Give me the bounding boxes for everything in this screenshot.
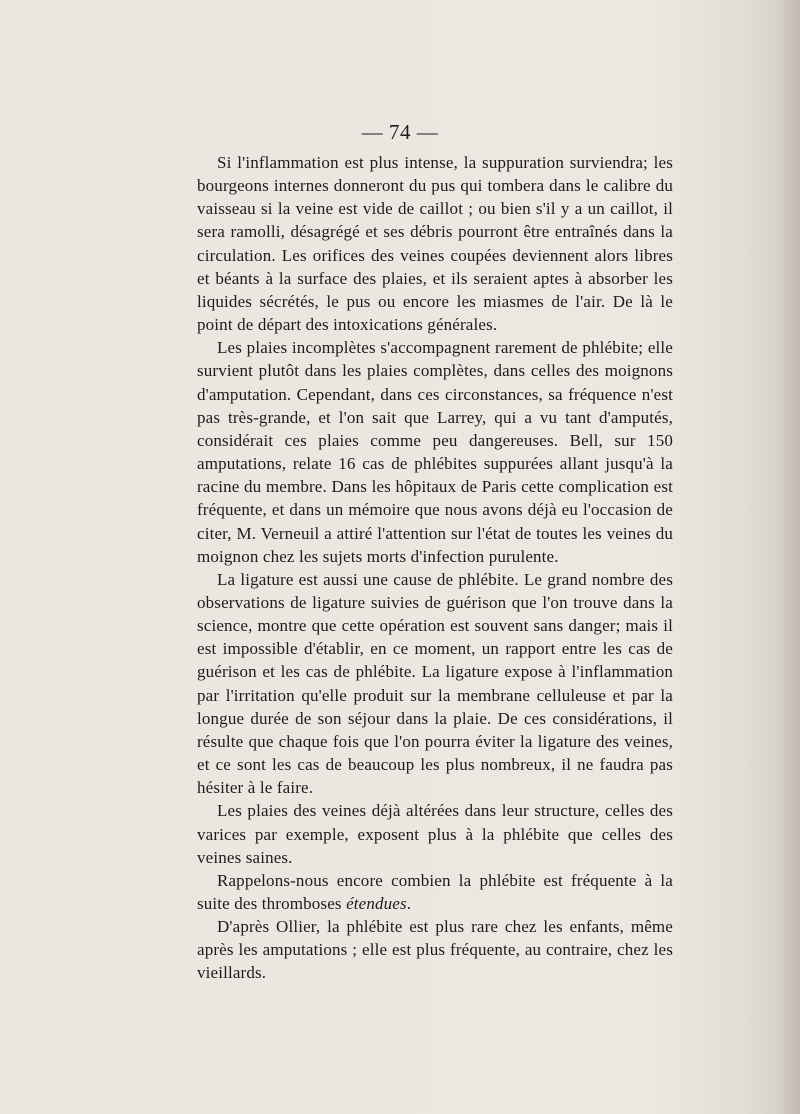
paragraph-ollier: D'après Ollier, la phlébite est plus rare chez les enfants, même après les amputations ; elle est plus fréquente, au contraire, chez les vieillards. (197, 917, 673, 983)
emphasis-etendues: étendues (346, 894, 407, 913)
body-text (197, 151, 673, 985)
thromboses-period: . (406, 894, 412, 913)
paragraph-ligature: La ligature est aussi une cause de phlébite. Le grand nombre des observations de ligature suivies de guérison que l'on trouve dans la science, montre que cette opération est souvent sans danger; mais il est impossible d'établir, en ce moment, un rapport entre les cas de guérison et les cas de phlébite. La ligature expose à l'inflammation par l'irritation qu'elle produit sur la membrane celluleuse et par la longue durée de son séjour dans la plaie. De ces considérations, il résulte que chaque fois que l'on pourra éviter la ligature des veines, et ce sont les cas de beaucoup les plus nombreux, il ne faudra pas hésiter à le faire. (197, 569, 673, 798)
paragraph-inflammation: Si l'inflammation est plus intense, la suppuration surviendra; les bourgeons internes donneront du pus qui tombera dans le calibre du vaisseau si la veine est vide de caillot ; ou bien s'il y a un caillot, il sera ramolli, désagrégé et ses débris pourront être entraînés dans la circulation. Les orifices des veines coupées deviennent alors libres et béants à la surface des plaies, et ils seraient aptes à absorber les liquides sécrétés, le pus ou encore les miasmes de l'air. De là le point de départ des intoxications générales. (197, 153, 673, 335)
thromboses-text: Rappelons-nous encore combien la phlébite est fréquente à la suite des thromboses (197, 870, 673, 913)
page-number: — 74 — (361, 120, 439, 144)
paragraph-thromboses (197, 869, 673, 915)
paragraph-varices: Les plaies des veines déjà altérées dans leur structure, celles des varices par exemple, exposent plus à la phlébite que celles des veines saines. (197, 801, 673, 867)
paragraph-plaies-incompletes: Les plaies incomplètes s'accompagnent rarement de phlébite; elle survient plutôt dans les plaies complètes, dans celles des moignons d'amputation. Cependant, dans ces circonstances, sa fréquence n'est pas très-grande, et l'on sait que Larrey, qui a vu tant d'amputés, considérait ces plaies comme peu dangereuses. Bell, sur 150 amputations, relate 16 cas de phlébites suppurées allant jusqu'à la racine du membre. Dans les hôpitaux de Paris cette complication est fréquente, et dans un mémoire que nous avons déjà eu l'occasion de citer, M. Verneuil a attiré l'attention sur l'état de toutes les veines du moignon chez les sujets morts d'infection purulente. (197, 338, 673, 566)
page-edge-shadow (778, 0, 800, 1114)
